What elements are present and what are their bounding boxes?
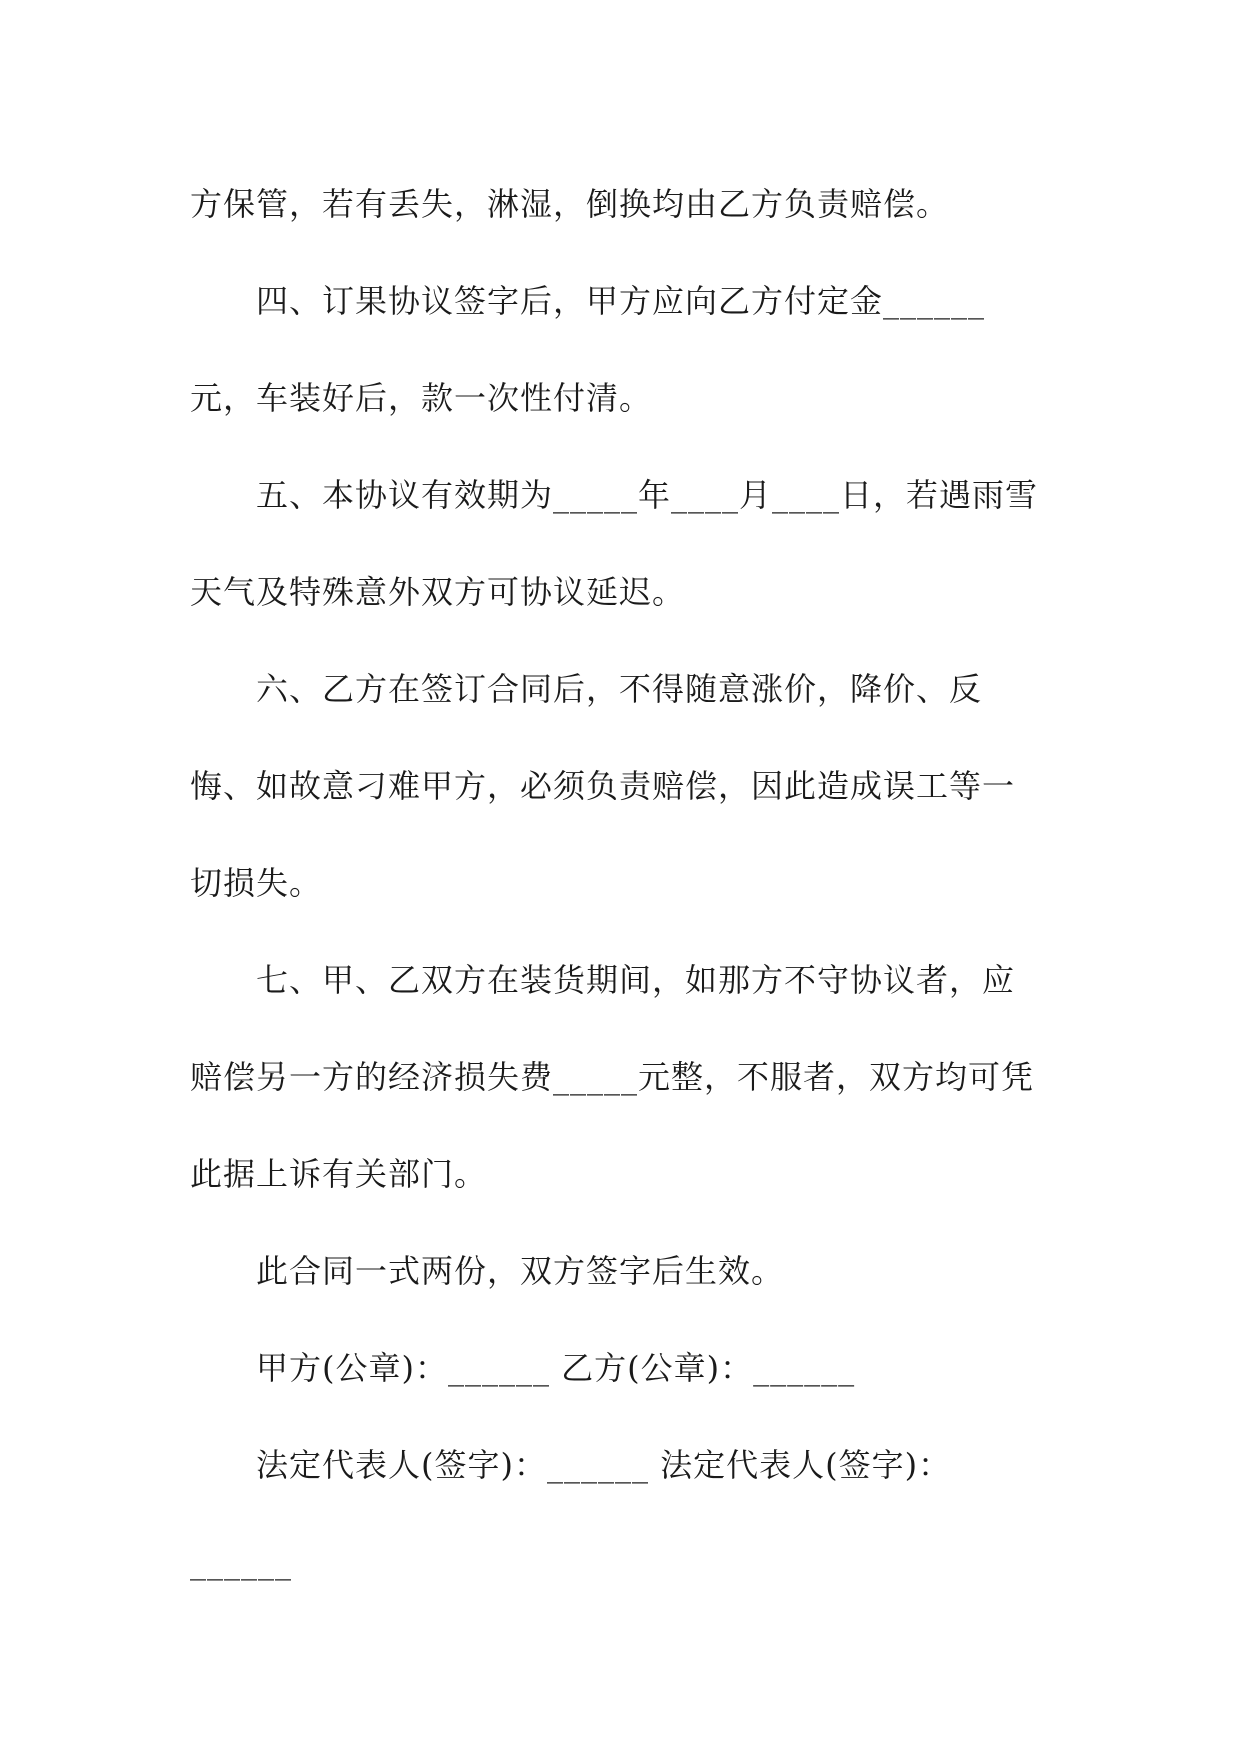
contract-copies-statement: 此合同一式两份，双方签字后生效。	[256, 1252, 785, 1290]
clause-6-line-2: 悔、如故意刁难甲方，必须负责赔偿，因此造成误工等一	[190, 767, 1016, 805]
party-seal-line: 甲方(公章)：______ 乙方(公章)：______	[256, 1349, 856, 1387]
clause-5-line-2: 天气及特殊意外双方可协议延迟。	[190, 573, 686, 611]
clause-6-line-1: 六、乙方在签订合同后，不得随意涨价，降价、反	[256, 670, 983, 708]
clause-7-line-3: 此据上诉有关部门。	[190, 1155, 488, 1193]
clause-4-line-2: 元，车装好后，款一次性付清。	[190, 379, 653, 417]
clause-4-line-1: 四、订果协议签字后，甲方应向乙方付定金______	[256, 282, 986, 320]
clause-5-line-1: 五、本协议有效期为_____年____月____日，若遇雨雪	[256, 476, 1039, 514]
legal-representative-line: 法定代表人(签字)：______ 法定代表人(签字)：	[256, 1446, 952, 1484]
text-line-1: 方保管，若有丢失，淋湿，倒换均由乙方负责赔偿。	[190, 185, 950, 223]
signature-blank-line: ______	[190, 1543, 292, 1581]
clause-7-line-1: 七、甲、乙双方在装货期间，如那方不守协议者，应	[256, 961, 1016, 999]
clause-6-line-3: 切损失。	[190, 864, 323, 902]
clause-7-line-2: 赔偿另一方的经济损失费_____元整，不服者，双方均可凭	[190, 1058, 1035, 1096]
